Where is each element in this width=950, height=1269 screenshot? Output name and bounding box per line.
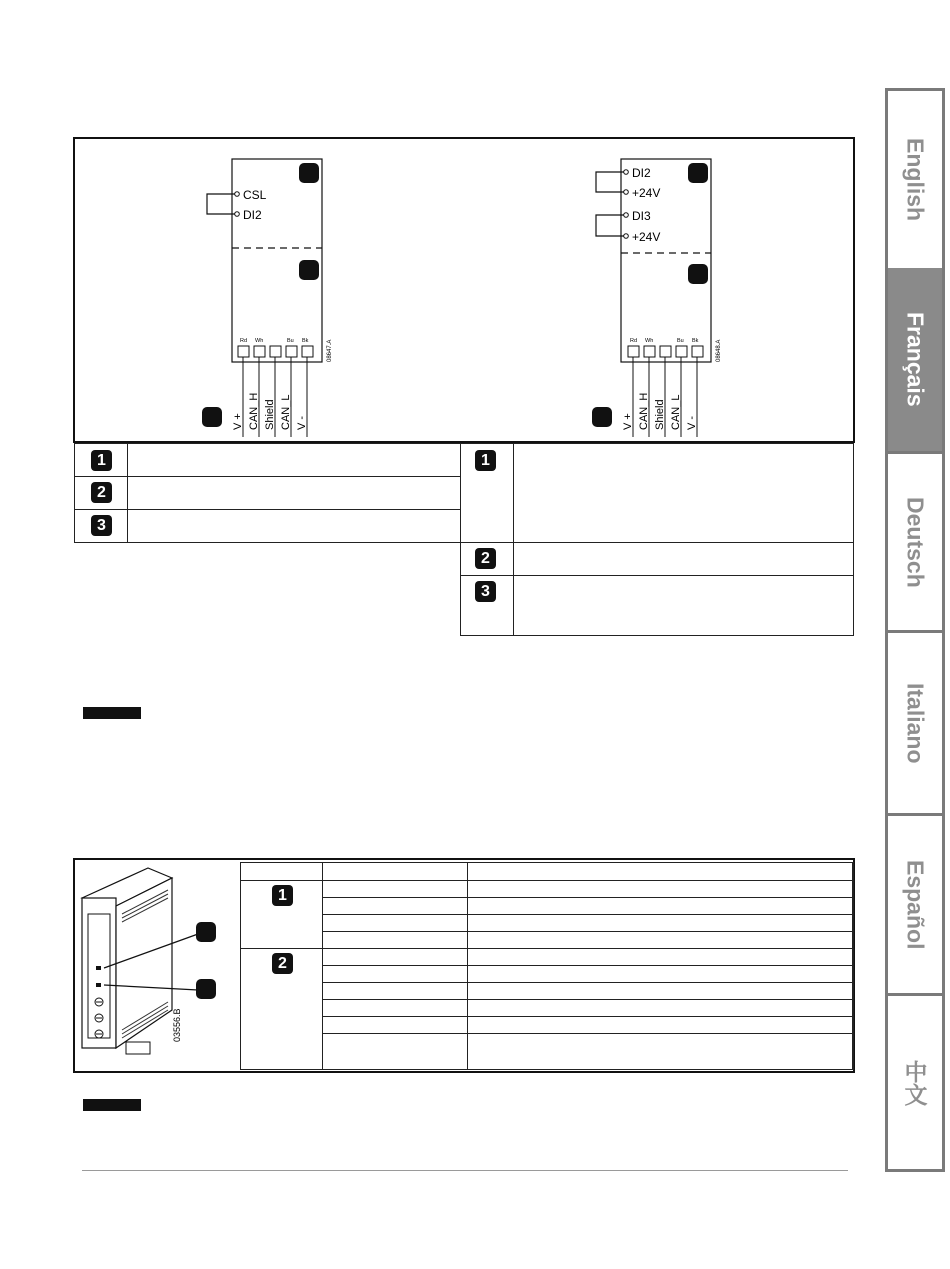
status-group-1-badge: 1 <box>272 885 293 906</box>
tab-francais-label: Français <box>902 312 929 407</box>
right-badge-2 <box>688 264 708 284</box>
note-marker-2 <box>83 1099 141 1111</box>
left-input-csl: CSL <box>243 188 267 202</box>
legend-right-badge-3: 3 <box>475 581 496 602</box>
legend-left-badge-1: 1 <box>91 450 112 471</box>
footer-rule <box>82 1170 848 1171</box>
legend-left-badge-3: 3 <box>91 515 112 536</box>
left-input-di2: DI2 <box>243 208 262 222</box>
svg-text:V +: V + <box>232 413 244 430</box>
tab-chinese-label: 中文 <box>901 1059 928 1106</box>
svg-text:Wh: Wh <box>645 338 654 344</box>
right-badge-1 <box>688 163 708 183</box>
svg-text:DI2: DI2 <box>632 166 651 180</box>
note-marker <box>83 707 141 719</box>
legend-table-right <box>460 443 854 636</box>
svg-text:Rd: Rd <box>630 338 638 344</box>
tab-espanol[interactable] <box>885 816 945 996</box>
tab-english-label: English <box>902 137 929 222</box>
svg-text:Rd: Rd <box>240 338 248 344</box>
svg-text:CAN_H: CAN_H <box>638 392 650 430</box>
left-module <box>202 159 333 437</box>
svg-text:Bu: Bu <box>677 338 684 344</box>
right-module <box>592 159 722 437</box>
svg-text:Shield: Shield <box>264 399 276 430</box>
legend-table-left <box>74 443 461 543</box>
device-illustration <box>76 862 236 1070</box>
tab-francais[interactable] <box>885 268 945 454</box>
tab-deutsch[interactable] <box>885 454 945 633</box>
svg-text:CAN_H: CAN_H <box>248 392 260 430</box>
svg-text:Shield: Shield <box>654 399 666 430</box>
tab-deutsch-label: Deutsch <box>902 496 929 588</box>
device-callout-2 <box>196 979 216 999</box>
svg-text:08647.A: 08647.A <box>327 339 333 362</box>
tab-english[interactable] <box>885 88 945 271</box>
svg-text:DI3: DI3 <box>632 209 651 223</box>
tab-italiano[interactable] <box>885 633 945 816</box>
svg-text:Bu: Bu <box>287 338 294 344</box>
right-badge-3 <box>592 407 612 427</box>
left-badge-2 <box>299 260 319 280</box>
left-badge-3 <box>202 407 222 427</box>
svg-text:V -: V - <box>296 415 308 430</box>
status-table <box>240 862 854 1070</box>
svg-text:+24V: +24V <box>632 186 661 200</box>
svg-text:Bk: Bk <box>302 338 309 344</box>
svg-text:CAN_L: CAN_L <box>280 394 292 430</box>
tab-espanol-label: Español <box>902 859 929 950</box>
legend-right-badge-2: 2 <box>475 548 496 569</box>
left-badge-1 <box>299 163 319 183</box>
device-callout-1 <box>196 922 216 942</box>
legend-left-badge-2: 2 <box>91 482 112 503</box>
tab-chinese[interactable] <box>885 996 945 1172</box>
tab-italiano-label: Italiano <box>902 682 929 764</box>
svg-text:CAN_L: CAN_L <box>670 394 682 430</box>
svg-text:V +: V + <box>622 413 634 430</box>
legend-right-badge-1: 1 <box>475 450 496 471</box>
svg-text:V -: V - <box>686 415 698 430</box>
status-group-2-badge: 2 <box>272 953 293 974</box>
wiring-diagrams <box>0 0 880 450</box>
svg-text:Wh: Wh <box>255 338 264 344</box>
svg-text:+24V: +24V <box>632 230 661 244</box>
svg-text:08648.A: 08648.A <box>716 339 722 362</box>
svg-text:Bk: Bk <box>692 338 699 344</box>
svg-text:03556.B: 03556.B <box>172 1008 182 1042</box>
